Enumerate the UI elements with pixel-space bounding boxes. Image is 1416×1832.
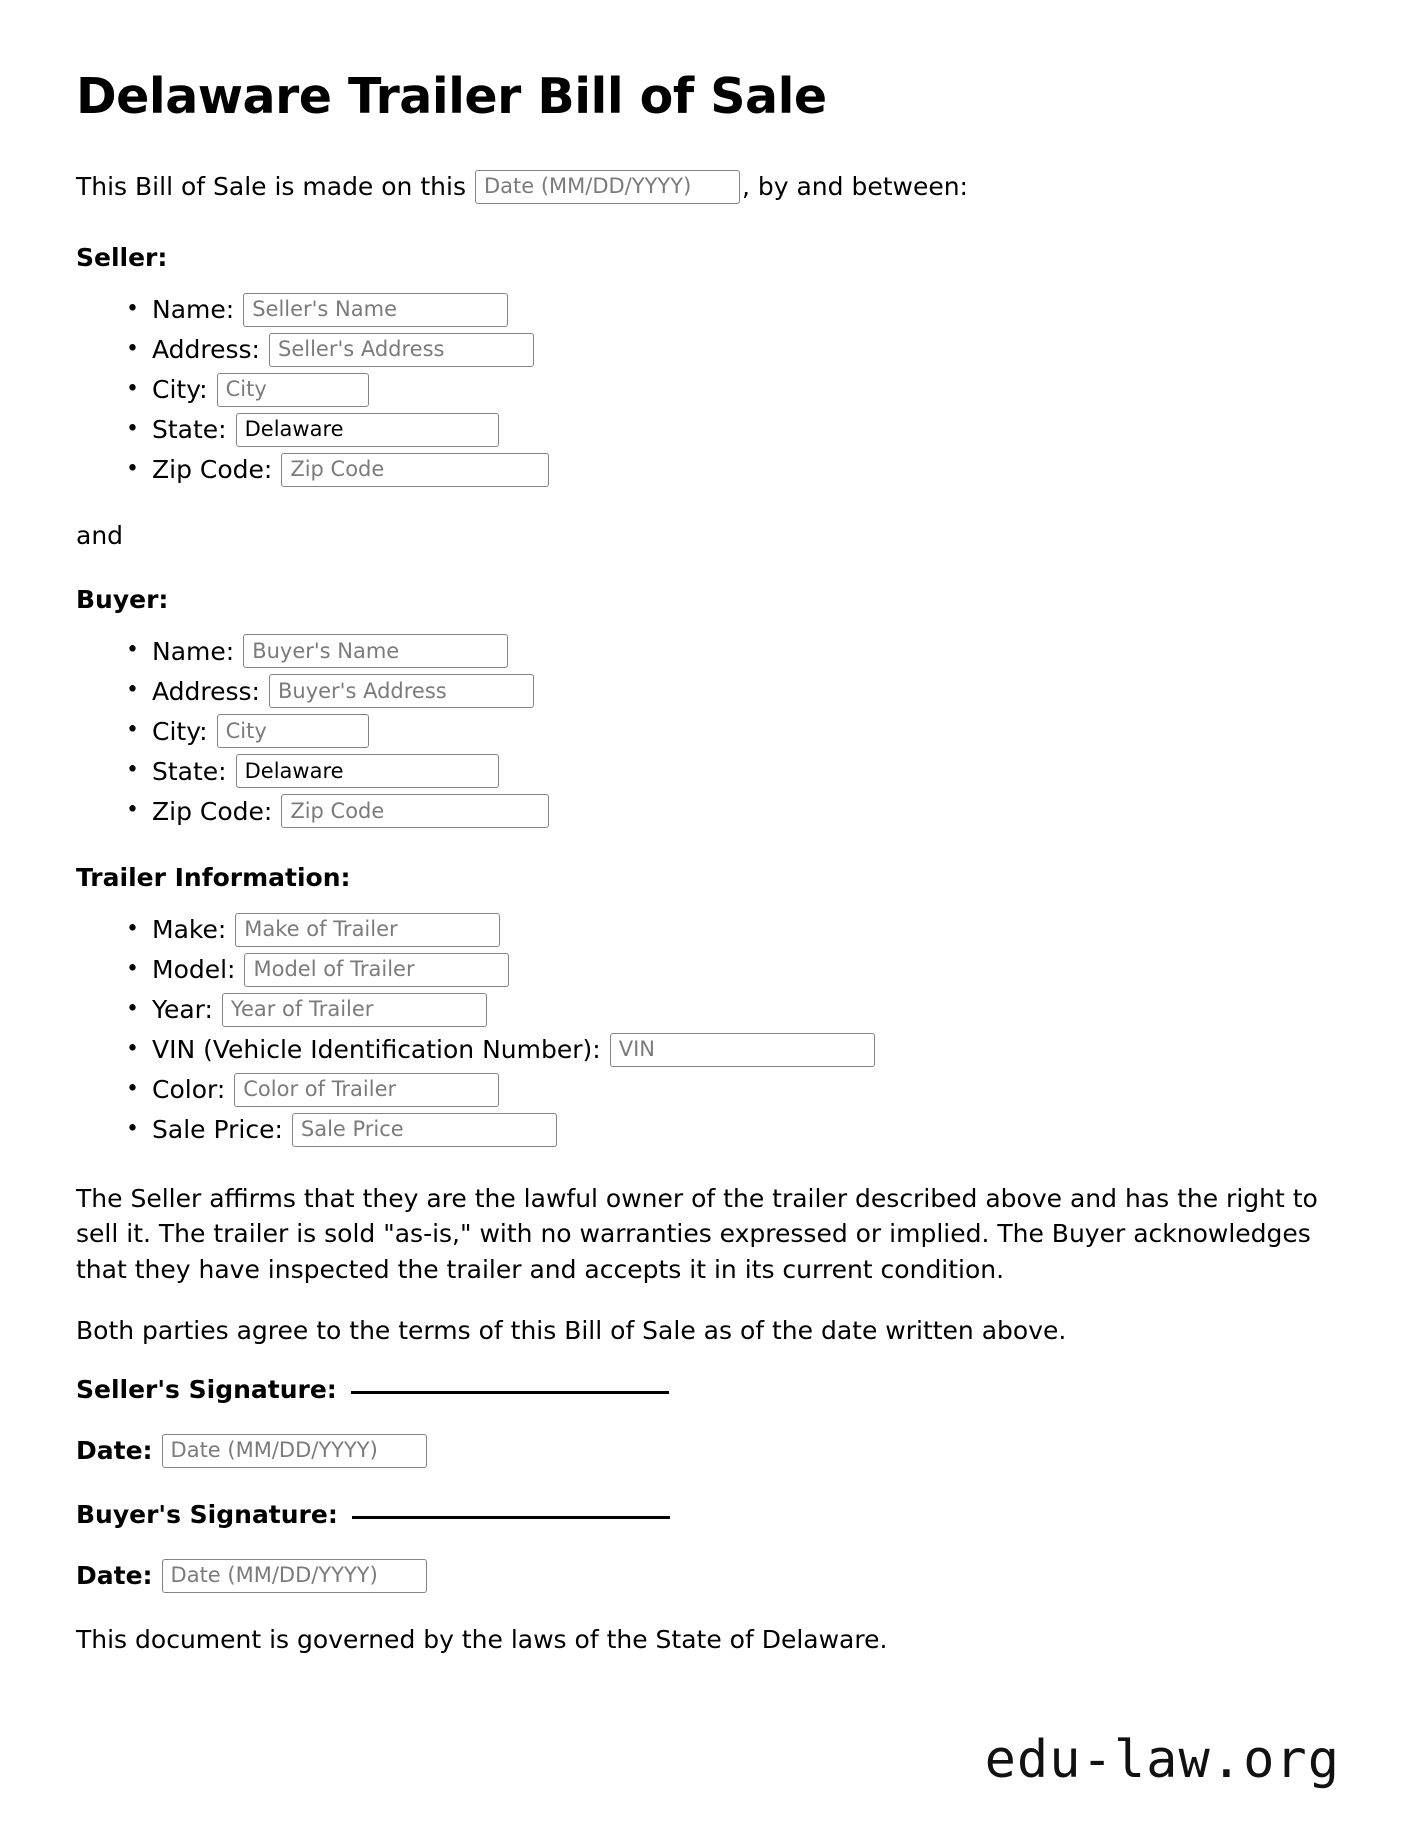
- seller-city-label: • City:: [152, 375, 208, 405]
- seller-name-input[interactable]: [243, 293, 508, 327]
- seller-name-label: • Name:: [152, 295, 235, 325]
- trailer-vin-row: [122, 1033, 1340, 1067]
- seller-field-list: [76, 293, 1340, 487]
- buyer-city-input[interactable]: [217, 714, 369, 748]
- site-watermark: edu-law.org: [984, 1730, 1340, 1790]
- intro-sentence: [76, 169, 1340, 205]
- seller-state-row: [122, 413, 1340, 447]
- buyer-zip-input[interactable]: [281, 794, 549, 828]
- buyer-date-label: Date:: [76, 1561, 153, 1591]
- trailer-make-row: [122, 913, 1340, 947]
- intro-tail-text: , by and between:: [741, 171, 968, 201]
- seller-city-row: [122, 373, 1340, 407]
- agreement-paragraph: Both parties agree to the terms of this Bill of Sale as of the date written above.: [76, 1316, 1067, 1346]
- trailer-model-label: • Model:: [152, 955, 236, 985]
- trailer-color-label: • Color:: [152, 1075, 226, 1105]
- intro-lead-text: This Bill of Sale is made on this: [76, 171, 466, 201]
- seller-signature-label: Seller's Signature:: [76, 1374, 337, 1404]
- buyer-state-input[interactable]: [236, 754, 499, 788]
- buyer-name-label: • Name:: [152, 636, 235, 666]
- trailer-year-row: [122, 993, 1340, 1027]
- trailer-section-heading: Trailer Information:: [76, 863, 351, 893]
- trailer-vin-input[interactable]: [610, 1033, 875, 1067]
- buyer-city-label: • City:: [152, 716, 208, 746]
- buyer-date-input[interactable]: [162, 1559, 427, 1593]
- seller-zip-input[interactable]: [281, 453, 549, 487]
- trailer-color-input[interactable]: [234, 1073, 499, 1107]
- buyer-address-label: • Address:: [152, 676, 260, 706]
- governing-law-text: This document is governed by the laws of the State of Delaware.: [76, 1624, 888, 1654]
- trailer-field-list: [76, 913, 1340, 1147]
- seller-section-heading: Seller:: [76, 243, 168, 273]
- buyer-zip-row: [122, 794, 1340, 828]
- trailer-sale-price-row: [122, 1113, 1340, 1147]
- buyer-field-list: [76, 634, 1340, 828]
- buyer-state-row: [122, 754, 1340, 788]
- connector-and: and: [76, 520, 124, 550]
- seller-state-input[interactable]: [236, 413, 499, 447]
- buyer-signature-row: [76, 1500, 1340, 1529]
- seller-zip-row: [122, 453, 1340, 487]
- seller-date-input[interactable]: [162, 1434, 427, 1468]
- buyer-name-row: [122, 634, 1340, 668]
- affirmation-paragraph: The Seller affirms that they are the lawful owner of the trailer described above and has the right to sell it. The trailer is sold "as-is," with no warranties expressed or implied. The Buyer acknowledges that they have inspected the trailer and accepts it in its current condition.: [76, 1183, 1318, 1284]
- page-title: Delaware Trailer Bill of Sale: [76, 68, 827, 125]
- buyer-signature-line[interactable]: [352, 1516, 670, 1519]
- seller-signature-line[interactable]: [351, 1391, 669, 1394]
- trailer-make-label: • Make:: [152, 915, 227, 945]
- buyer-city-row: [122, 714, 1340, 748]
- buyer-section-heading: Buyer:: [76, 584, 169, 614]
- seller-address-input[interactable]: [269, 333, 534, 367]
- seller-signature-row: [76, 1375, 1340, 1404]
- trailer-sale-price-input[interactable]: [292, 1113, 557, 1147]
- buyer-state-label: • State:: [152, 756, 227, 786]
- agreement-date-input[interactable]: [475, 170, 740, 204]
- buyer-date-row: [76, 1559, 1340, 1593]
- trailer-year-input[interactable]: [222, 993, 487, 1027]
- trailer-vin-label: • VIN (Vehicle Identification Number):: [152, 1035, 601, 1065]
- seller-zip-label: • Zip Code:: [152, 455, 273, 485]
- trailer-sale-price-label: • Sale Price:: [152, 1115, 283, 1145]
- buyer-address-row: [122, 674, 1340, 708]
- seller-state-label: • State:: [152, 415, 227, 445]
- trailer-make-input[interactable]: [235, 913, 500, 947]
- trailer-year-label: • Year:: [152, 995, 213, 1025]
- buyer-name-input[interactable]: [243, 634, 508, 668]
- trailer-model-input[interactable]: [244, 953, 509, 987]
- seller-city-input[interactable]: [217, 373, 369, 407]
- seller-date-row: [76, 1434, 1340, 1468]
- seller-date-label: Date:: [76, 1436, 153, 1466]
- buyer-address-input[interactable]: [269, 674, 534, 708]
- trailer-model-row: [122, 953, 1340, 987]
- buyer-zip-label: • Zip Code:: [152, 796, 273, 826]
- seller-address-label: • Address:: [152, 335, 260, 365]
- seller-name-row: [122, 293, 1340, 327]
- buyer-signature-label: Buyer's Signature:: [76, 1499, 338, 1529]
- trailer-color-row: [122, 1073, 1340, 1107]
- seller-address-row: [122, 333, 1340, 367]
